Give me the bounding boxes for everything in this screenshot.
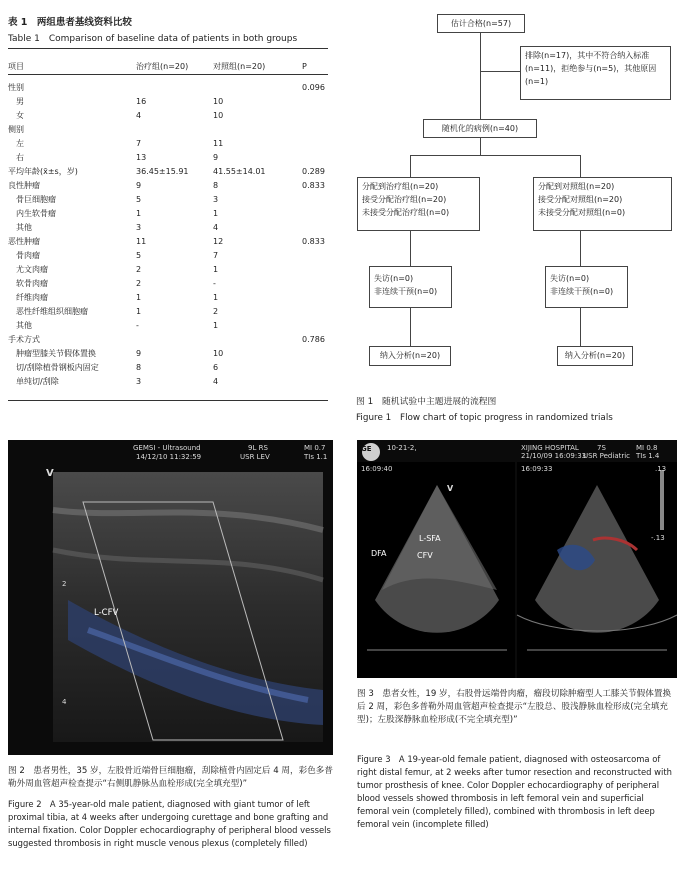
row-treat: 1 xyxy=(136,209,142,218)
row-ctrl: 1 xyxy=(213,293,219,302)
fig2-scale-4: 4 xyxy=(62,698,67,706)
row-treat: 3 xyxy=(136,377,142,386)
row-label: 平均年龄(x̄±s，岁) xyxy=(8,167,78,176)
table-row xyxy=(8,166,328,177)
flow-excluded: 排除(n=17)，其中不符合纳入标准(n=11)，拒绝参与(n=5)，其他原因(n=1) xyxy=(525,51,657,86)
row-treat: 5 xyxy=(136,251,142,260)
flow-line xyxy=(410,231,411,266)
flow-line xyxy=(480,33,481,119)
table-header-row xyxy=(8,61,328,72)
row-treat: 2 xyxy=(136,265,142,274)
row-treat: 4 xyxy=(136,111,142,120)
fig2-header-left: GEMSI - Ultrasound xyxy=(133,444,201,452)
row-label: 侧别 xyxy=(8,125,24,134)
row-label: 良性肿瘤 xyxy=(8,181,40,190)
flow-excluded-box xyxy=(520,46,671,100)
row-p: 0.096 xyxy=(302,83,325,92)
row-treat: 16 xyxy=(136,97,147,106)
table-header-item: 项目 xyxy=(8,62,24,71)
flow-line xyxy=(410,308,411,346)
flow-line xyxy=(410,155,411,177)
fig2-caption-en: Figure 2 A 35-year-old male patient, diagnosed with giant tumor of left proximal tibia, at 4 weeks after undergoing curettage and bone grafting and internal fixation. Color Doppler echocardiography of peripheral blood vessels suggested thrombosis in right muscle venous plexus (completely filled) xyxy=(8,799,331,848)
row-label: 尤文肉瘤 xyxy=(8,265,48,274)
flow-left-alloc-3: 未接受分配治疗组(n=0) xyxy=(362,208,450,217)
row-treat: - xyxy=(136,321,139,330)
row-label: 纤维肉瘤 xyxy=(8,293,48,302)
flow-right-alloc-2: 接受分配对照组(n=20) xyxy=(538,195,623,204)
row-label: 手术方式 xyxy=(8,335,40,344)
flow-left-alloc-box xyxy=(357,177,480,231)
row-ctrl: 12 xyxy=(213,237,224,246)
flow-line xyxy=(480,71,520,72)
row-ctrl: 4 xyxy=(213,223,219,232)
fig2-scan xyxy=(8,440,333,755)
row-label: 性别 xyxy=(8,83,24,92)
flow-right-follow-box xyxy=(545,266,628,308)
flow-right-follow-2: 非连续干预(n=0) xyxy=(550,287,614,296)
fig2-label-vessel: L-CFV xyxy=(94,608,119,618)
row-treat: 7 xyxy=(136,139,142,148)
table-row xyxy=(8,110,328,121)
row-ctrl: 6 xyxy=(213,363,219,372)
row-ctrl: 10 xyxy=(213,349,224,358)
table-row xyxy=(8,250,328,261)
fig1-caption-cn: 图 1 随机试验中主题进展的流程图 xyxy=(356,397,497,407)
row-label: 软骨肉瘤 xyxy=(8,279,48,288)
fig3-label-cfv: CFV xyxy=(417,551,433,560)
row-ctrl: - xyxy=(213,279,216,288)
fig3-label-lsfa: L-SFA xyxy=(419,534,441,543)
row-label: 恶性肿瘤 xyxy=(8,237,40,246)
flow-left-analysis-box xyxy=(369,346,451,366)
table-row xyxy=(8,124,328,135)
fig3-header-tis: TIs 1.4 xyxy=(636,452,660,460)
table-row xyxy=(8,82,328,93)
flow-right-analysis-box xyxy=(557,346,633,366)
row-label: 女 xyxy=(8,111,24,120)
row-label: 骨巨细胞瘤 xyxy=(8,195,56,204)
row-label: 骨肉瘤 xyxy=(8,251,40,260)
flow-randomized-box xyxy=(423,119,537,138)
row-treat: 1 xyxy=(136,293,142,302)
row-p: 0.833 xyxy=(302,237,325,246)
row-label: 右 xyxy=(8,153,24,162)
row-ctrl: 1 xyxy=(213,265,219,274)
row-ctrl: 10 xyxy=(213,97,224,106)
flow-assessed-box xyxy=(437,14,525,33)
fig3-header-hospital: XIJING HOSPITAL xyxy=(521,444,579,452)
fig1-caption-en: Figure 1 Flow chart of topic progress in randomized trials xyxy=(356,413,613,423)
flow-assessed: 估计合格(n=57) xyxy=(450,19,512,28)
fig3-time-right: 16:09:33 xyxy=(521,465,553,473)
table-row xyxy=(8,208,328,219)
row-ctrl: 41.55±14.01 xyxy=(213,167,266,176)
fig3-scale-top: .13 xyxy=(655,465,667,473)
table-header-p: P xyxy=(302,62,307,71)
row-label: 其他 xyxy=(8,223,32,232)
row-treat: 13 xyxy=(136,153,147,162)
table-row xyxy=(8,306,328,317)
fig3-logo: GE xyxy=(361,445,372,453)
fig3-header-date: 21/10/09 16:09:33 xyxy=(521,452,587,460)
table-row xyxy=(8,96,328,107)
row-ctrl: 2 xyxy=(213,307,219,316)
row-label: 男 xyxy=(8,97,24,106)
row-p: 0.786 xyxy=(302,335,325,344)
row-label: 恶性纤维组织细胞瘤 xyxy=(8,307,88,316)
fig3-header-mi: MI 0.8 xyxy=(636,444,658,452)
table-row xyxy=(8,376,328,387)
flow-line xyxy=(580,155,581,177)
fig2-header-tis: TIs 1.1 xyxy=(304,453,328,461)
fig2-header-probe: 9L RS xyxy=(248,444,268,452)
row-treat: 3 xyxy=(136,223,142,232)
row-ctrl: 8 xyxy=(213,181,219,190)
row-ctrl: 1 xyxy=(213,321,219,330)
table-row xyxy=(8,348,328,359)
table-top-rule xyxy=(8,48,328,49)
fig3-marker-v: V xyxy=(447,484,454,493)
flow-line xyxy=(580,231,581,266)
flow-left-alloc-1: 分配到治疗组(n=20) xyxy=(362,182,439,191)
row-treat: 5 xyxy=(136,195,142,204)
row-ctrl: 1 xyxy=(213,209,219,218)
flow-right-analysis: 纳入分析(n=20) xyxy=(564,351,626,360)
row-label: 其他 xyxy=(8,321,32,330)
fig3-header-preset: USR Pediatric xyxy=(583,452,631,460)
row-ctrl: 9 xyxy=(213,153,219,162)
table-row xyxy=(8,334,328,345)
table1-title-en: Table 1 Comparison of baseline data of patients in both groups xyxy=(8,34,298,44)
fig3-caption-cn: 图 3 患者女性，19 岁，右股骨远端骨肉瘤，瘤段切除肿瘤型人工膝关节假体置换后 2 周，彩色多普勒外周血管超声检查提示“左股总、股浅静脉血栓形成(完全填充型)；左股深静脉血栓形成(不完全填充型)” xyxy=(357,689,672,725)
flow-right-follow-1: 失访(n=0) xyxy=(550,274,590,283)
row-treat: 36.45±15.91 xyxy=(136,167,189,176)
row-treat: 9 xyxy=(136,181,142,190)
table-header-ctrl: 对照组(n=20) xyxy=(213,62,266,71)
fig3-caption-en: Figure 3 A 19-year-old female patient, diagnosed with osteosarcoma of right distal femur, at 2 weeks after tumor resection and reconstructed with tumor prosthesis of knee. Color Doppler echocardiography of peripheral blood vessels showed thrombosis in left femoral vein and superficial femoral vein (completely filled), combined with thrombosis in left deep femoral vein (incomplete filled) xyxy=(357,754,672,829)
fig3-header-probe: 7S xyxy=(597,444,606,452)
flow-left-follow-2: 非连续干预(n=0) xyxy=(374,287,438,296)
table-row xyxy=(8,362,328,373)
fig2-header-date: 14/12/10 11:32:59 xyxy=(136,453,202,461)
table-row xyxy=(8,180,328,191)
table-row xyxy=(8,292,328,303)
fig3-ultrasound-image xyxy=(357,440,677,678)
fig2-scale-2: 2 xyxy=(62,580,67,588)
fig3-scale-bottom: -.13 xyxy=(651,534,665,542)
table-header-rule xyxy=(8,74,328,75)
table-row xyxy=(8,264,328,275)
fig2-header-mode: USR LEV xyxy=(240,453,270,461)
table1-title-cn: 表 1 两组患者基线资料比较 xyxy=(8,17,132,28)
fig3-scan xyxy=(357,440,677,678)
row-treat: 11 xyxy=(136,237,147,246)
fig3-label-dfa: DFA xyxy=(371,549,387,558)
row-treat: 2 xyxy=(136,279,142,288)
row-label: 切/刮除植骨钢板内固定 xyxy=(8,363,99,372)
flow-left-follow-box xyxy=(369,266,452,308)
table-row xyxy=(8,138,328,149)
flow-randomized: 随机化的病例(n=40) xyxy=(441,124,519,133)
table-row xyxy=(8,194,328,205)
row-ctrl: 10 xyxy=(213,111,224,120)
row-label: 内生软骨瘤 xyxy=(8,209,56,218)
row-treat: 9 xyxy=(136,349,142,358)
fig2-ultrasound-image xyxy=(8,440,333,755)
flow-line xyxy=(410,155,581,156)
row-ctrl: 3 xyxy=(213,195,219,204)
table-row xyxy=(8,320,328,331)
flow-left-analysis: 纳入分析(n=20) xyxy=(379,351,441,360)
table-bottom-rule xyxy=(8,400,328,401)
table-row xyxy=(8,278,328,289)
row-treat: 1 xyxy=(136,307,142,316)
fig2-marker-v: V xyxy=(46,468,54,479)
flow-left-alloc-2: 接受分配治疗组(n=20) xyxy=(362,195,447,204)
row-ctrl: 11 xyxy=(213,139,224,148)
table-row xyxy=(8,152,328,163)
row-label: 单纯切/刮除 xyxy=(8,377,59,386)
table-row xyxy=(8,222,328,233)
row-ctrl: 4 xyxy=(213,377,219,386)
row-p: 0.289 xyxy=(302,167,325,176)
row-p: 0.833 xyxy=(302,181,325,190)
fig3-time-left: 16:09:40 xyxy=(361,465,393,473)
flow-line xyxy=(480,138,481,155)
fig3-header-id: 10-21-2, xyxy=(387,444,417,452)
row-label: 肿瘤型膝关节假体置换 xyxy=(8,349,96,358)
table-row xyxy=(8,236,328,247)
flow-right-alloc-3: 未接受分配对照组(n=0) xyxy=(538,208,626,217)
fig2-header-mi: MI 0.7 xyxy=(304,444,326,452)
flow-line xyxy=(580,308,581,346)
table-header-treat: 治疗组(n=20) xyxy=(136,62,189,71)
row-treat: 8 xyxy=(136,363,142,372)
flow-left-follow-1: 失访(n=0) xyxy=(374,274,414,283)
row-ctrl: 7 xyxy=(213,251,219,260)
row-label: 左 xyxy=(8,139,24,148)
fig2-caption-cn: 图 2 患者男性，35 岁，左股骨近端骨巨细胞瘤，刮除植骨内固定后 4 周，彩色多普勒外周血管超声检查提示“右侧肌静脉丛血栓形成(完全填充型)” xyxy=(8,766,333,789)
flow-right-alloc-1: 分配到对照组(n=20) xyxy=(538,182,615,191)
flow-right-alloc-box xyxy=(533,177,672,231)
